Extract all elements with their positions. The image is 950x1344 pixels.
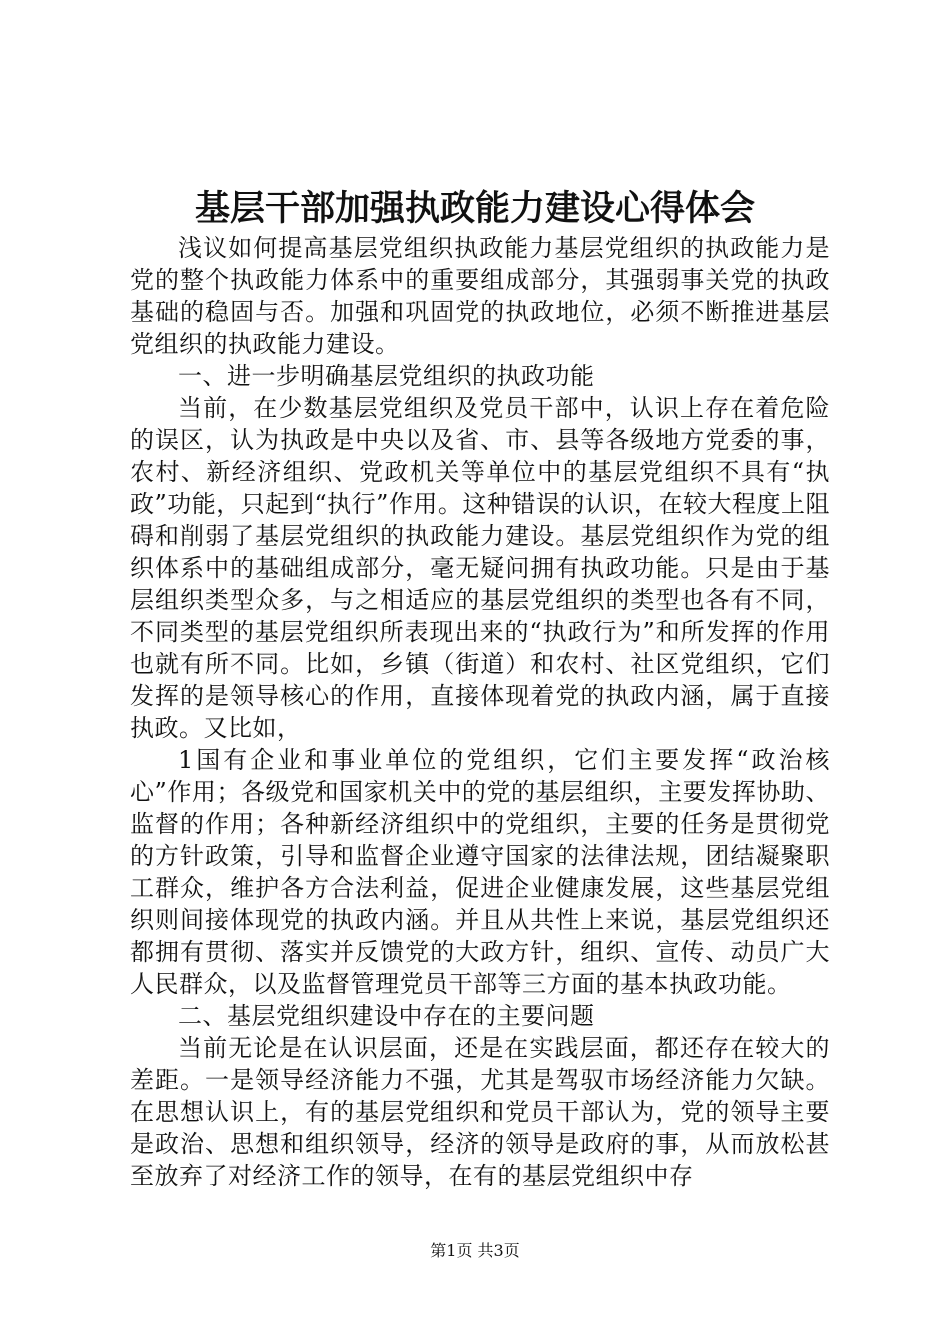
page-number-footer: 第1页 共3页 bbox=[430, 1241, 520, 1260]
section-heading-1: 一、进一步明确基层党组织的执政功能 bbox=[178, 362, 595, 390]
body-paragraph: 当前，在少数基层党组织及党员干部中，认识上存在着危险的误区，认为执政是中央以及省、市、县等各级地方党委的事，农村、新经济组织、党政机关等单位中的基层党组织不具有“执政”功能，只起到“执行”作用。这种错误的认识，在较大程度上阻碍和削弱了基层党组织的执政能力建设。基层党组织作为党的组织体系中的基础组成部分，毫无疑问拥有执政功能。只是由于基层组织类型众多，与之相适应的基层党组织的类型也各有不同，不同类型的基层党组织所表现出来的“执政行为”和所发挥的作用也就有所不同。比如，乡镇（街道）和农村、社区党组织，它们发挥的是领导核心的作用，直接体现着党的执政内涵，属于直接执政。又比如， bbox=[130, 394, 830, 742]
document-title: 基层干部加强执政能力建设心得体会 bbox=[194, 189, 755, 229]
body-paragraph: 当前无论是在认识层面，还是在实践层面，都还存在较大的差距。一是领导经济能力不强，尤其是驾驭市场经济能力欠缺。在思想认识上，有的基层党组织和党员干部认为，党的领导主要是政治、思想和组织领导，经济的领导是政府的事，从而放松甚至放弃了对经济工作的领导，在有的基层党组织中存 bbox=[130, 1034, 830, 1190]
body-paragraph: 1国有企业和事业单位的党组织，它们主要发挥“政治核心”作用；各级党和国家机关中的党的基层组织，主要发挥协助、监督的作用；各种新经济组织中的党组织，主要的任务是贯彻党的方针政策，引导和监督企业遵守国家的法律法规，团结凝聚职工群众，维护各方合法利益，促进企业健康发展，这些基层党组织则间接体现党的执政内涵。并且从共性上来说，基层党组织还都拥有贯彻、落实并反馈党的大政方针，组织、宣传、动员广大人民群众，以及监督管理党员干部等三方面的基本执政功能。 bbox=[130, 746, 830, 998]
section-heading-2: 二、基层党组织建设中存在的主要问题 bbox=[178, 1002, 595, 1030]
document-body bbox=[130, 232, 830, 1192]
intro-paragraph: 浅议如何提高基层党组织执政能力基层党组织的执政能力是党的整个执政能力体系中的重要组成部分，其强弱事关党的执政基础的稳固与否。加强和巩固党的执政地位，必须不断推进基层党组织的执政能力建设。 bbox=[130, 234, 830, 358]
